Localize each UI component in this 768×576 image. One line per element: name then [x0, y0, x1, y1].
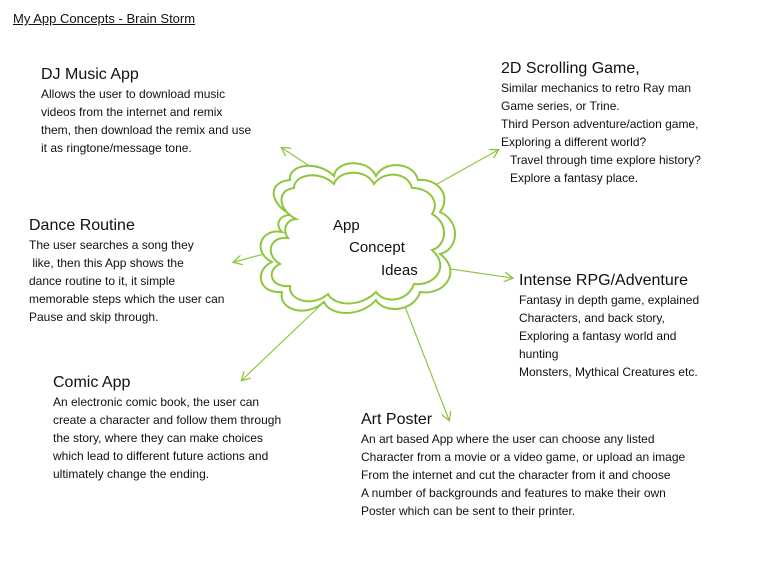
idea-line: Pause and skip through. — [29, 310, 159, 324]
idea-dance-routine — [29, 216, 224, 326]
idea-line: videos from the internet and remix — [41, 105, 223, 119]
idea-line: which lead to different future actions and — [53, 449, 269, 463]
cloud-line-2: Concept — [349, 239, 405, 256]
arrow-to-dance-routine — [234, 254, 264, 262]
idea-line: Game series, or Trine. — [501, 99, 620, 113]
idea-heading: 2D Scrolling Game, — [501, 60, 640, 77]
idea-line: Similar mechanics to retro Ray man — [501, 81, 692, 95]
idea-comic — [53, 373, 281, 483]
cloud-line-3: Ideas — [381, 262, 418, 279]
idea-line: Exploring a different world? — [501, 135, 647, 149]
idea-line: them, then download the remix and use — [41, 123, 252, 137]
idea-line: Characters, and back story, — [519, 311, 665, 325]
idea-line: An electronic comic book, the user can — [53, 395, 260, 409]
idea-line: the story, where they can make choices — [53, 431, 263, 445]
idea-dj-music — [41, 65, 251, 157]
idea-line: Poster which can be sent to their printer. — [361, 504, 576, 518]
idea-line: A number of backgrounds and features to make their own — [361, 486, 666, 500]
arrow-to-art-poster — [404, 304, 449, 420]
arrow-to-rpg — [444, 268, 512, 278]
idea-line: Fantasy in depth game, explained — [519, 293, 700, 307]
idea-line: Monsters, Mythical Creatures etc. — [519, 365, 698, 379]
page-title: My App Concepts - Brain Storm — [13, 11, 196, 26]
arrow-to-scrolling-game — [430, 150, 498, 188]
idea-line: memorable steps which the user can — [29, 292, 225, 306]
idea-line: An art based App where the user can choose any listed — [361, 432, 655, 446]
idea-line: Third Person adventure/action game, — [501, 117, 699, 131]
idea-art-poster — [361, 410, 685, 520]
idea-line: Travel through time explore history? — [510, 153, 701, 167]
idea-heading: Dance Routine — [29, 217, 135, 234]
idea-heading: DJ Music App — [41, 66, 139, 83]
idea-heading: Comic App — [53, 374, 131, 391]
idea-line: Character from a movie or a video game, or upload an image — [361, 450, 686, 464]
idea-rpg — [519, 271, 699, 381]
idea-line: Explore a fantasy place. — [510, 171, 639, 185]
idea-heading: Art Poster — [361, 411, 433, 428]
idea-line: The user searches a song they — [29, 238, 194, 252]
idea-line: ultimately change the ending. — [53, 467, 210, 481]
idea-line: hunting — [519, 347, 559, 361]
idea-scrolling-game — [501, 59, 701, 187]
idea-line: create a character and follow them through — [53, 413, 282, 427]
idea-line: From the internet and cut the character from it and choose — [361, 468, 671, 482]
cloud-line-1: App — [333, 217, 360, 234]
idea-line: it as ringtone/message tone. — [41, 141, 192, 155]
idea-line: Exploring a fantasy world and — [519, 329, 677, 343]
idea-heading: Intense RPG/Adventure — [519, 272, 688, 289]
idea-line: dance routine to it, it simple — [29, 274, 176, 288]
arrow-to-comic — [242, 300, 326, 380]
idea-line: Allows the user to download music — [41, 87, 226, 101]
idea-line: like, then this App shows the — [29, 256, 184, 270]
